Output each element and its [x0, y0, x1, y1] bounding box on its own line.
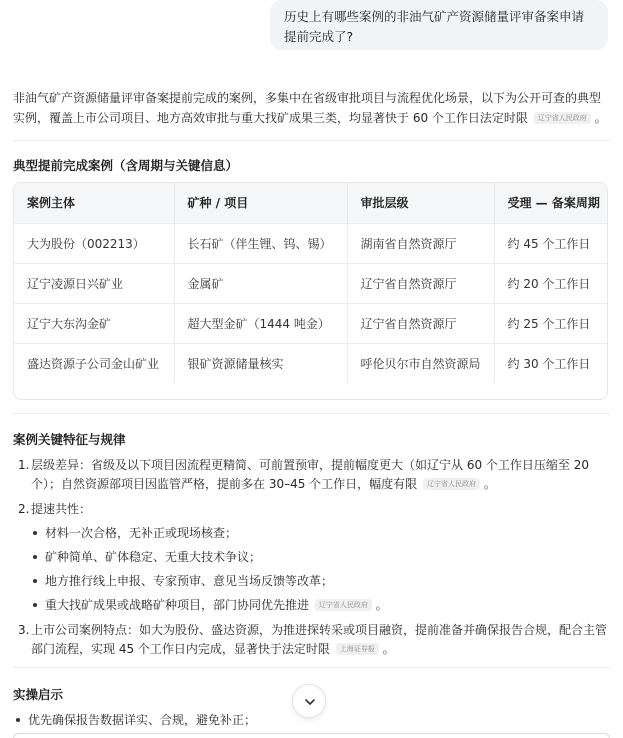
bullet-icon [33, 579, 37, 583]
table-cell: 约 30 个工作日 [494, 343, 608, 383]
table-row [14, 263, 608, 303]
citation-chip[interactable]: 上海证券报 [336, 643, 379, 655]
period: 。 [594, 111, 607, 125]
table-cell: 辽宁凌源日兴矿业 [14, 263, 174, 303]
table-cell: 银矿资源储量核实 [174, 343, 347, 383]
cases-table [14, 183, 608, 383]
period: 。 [382, 642, 395, 656]
list-number: 3. [18, 623, 30, 637]
list-item [13, 456, 610, 494]
divider [13, 667, 610, 668]
table-section-title: 典型提前完成案例（含周期与关键信息） [13, 158, 239, 173]
chevron-down-icon [303, 695, 317, 709]
answer-intro [13, 88, 610, 128]
table-cell: 约 45 个工作日 [494, 223, 608, 263]
table-header-row [14, 183, 608, 223]
features-section-title: 案例关键特征与规律 [13, 432, 126, 447]
table-cell: 辽宁大东沟金矿 [14, 303, 174, 343]
period: 。 [375, 598, 388, 612]
sub-list-item [13, 524, 610, 543]
table-header-cell: 审批层级 [347, 183, 494, 223]
list-item-text: 提速共性： [31, 502, 92, 516]
table-cell: 约 20 个工作日 [494, 263, 608, 303]
table-cell: 约 25 个工作日 [494, 303, 608, 343]
table-cell: 大为股份（002213） [14, 223, 174, 263]
table-header-cell: 受理 — 备案周期 [494, 183, 608, 223]
period: 。 [483, 477, 496, 491]
user-message-text: 历史上有哪些案例的非油气矿产资源储量评审备案申请提前完成了? [284, 9, 585, 44]
intro-text: 非油气矿产资源储量评审备案提前完成的案例，多集中在省级审批项目与流程优化场景，以下为公开可查的典型实例，覆盖上市公司项目、地方高效审批与重大找矿成果三类，均显著快于 60 个工作日法定时限 [13, 91, 602, 125]
bullet-icon [33, 555, 37, 559]
table-row [14, 223, 608, 263]
bullet-icon [16, 718, 20, 722]
divider [13, 140, 610, 141]
table-cell: 呼伦贝尔市自然资源局 [347, 343, 494, 383]
user-message-bubble [270, 0, 608, 50]
list-number: 2. [18, 502, 30, 516]
table-cell: 盛达资源子公司金山矿业 [14, 343, 174, 383]
practice-section-title: 实操启示 [13, 687, 64, 702]
table-cell: 辽宁省自然资源厅 [347, 303, 494, 343]
table-header-cell: 矿种 / 项目 [174, 183, 347, 223]
list-item [13, 500, 610, 519]
cases-table-container[interactable] [13, 182, 608, 400]
table-cell: 超大型金矿（1444 吨金） [174, 303, 347, 343]
citation-chip[interactable]: 辽宁省人民政府 [423, 478, 480, 490]
divider [13, 413, 610, 414]
practice-item-text: 优先确保报告数据详实、合规，避免补正； [28, 713, 257, 727]
citation-chip[interactable]: 辽宁省人民政府 [534, 112, 591, 124]
citation-chip[interactable]: 辽宁省人民政府 [315, 599, 372, 611]
table-cell: 辽宁省自然资源厅 [347, 263, 494, 303]
bullet-icon [33, 603, 37, 607]
list-item-text: 上市公司案例特点：如大为股份、盛达资源，为推进探转采或项目融资，提前准备并确保报告合规，配合主管部门流程，实现 45 个工作日内完成，显著快于法定时限 [31, 623, 608, 656]
sub-list-item-text: 矿种简单、矿体稳定、无重大技术争议； [45, 550, 262, 564]
features-list [13, 456, 610, 659]
table-cell: 金属矿 [174, 263, 347, 303]
bullet-icon [33, 531, 37, 535]
list-item [13, 621, 610, 659]
list-item-text: 层级差异：省级及以下项目因流程更精简、可前置预审，提前幅度更大（如辽宁从 60 个工作日压缩至 20 个）；自然资源部项目因监管严格，提前多在 30–45 个工作日，幅度有限 [31, 458, 589, 491]
sub-list-item-text: 重大找矿成果或战略矿种项目，部门协同优先推进 [45, 598, 310, 612]
table-cell: 长石矿（伴生锂、钨、锡） [174, 223, 347, 263]
sub-list-item [13, 596, 610, 615]
sub-list-item-text: 地方推行线上申报、专家预审、意见当场反馈等改革； [45, 574, 334, 588]
scroll-to-bottom-button[interactable] [292, 684, 326, 718]
table-row [14, 303, 608, 343]
list-number: 1. [18, 458, 30, 472]
table-row [14, 343, 608, 383]
sub-list-item [13, 572, 610, 591]
sub-list-item-text: 材料一次合格，无补正或现场核查； [45, 526, 238, 540]
table-cell: 湖南省自然资源厅 [347, 223, 494, 263]
table-header-cell: 案例主体 [14, 183, 174, 223]
sub-list-item [13, 548, 610, 567]
input-box-edge[interactable] [13, 733, 610, 738]
